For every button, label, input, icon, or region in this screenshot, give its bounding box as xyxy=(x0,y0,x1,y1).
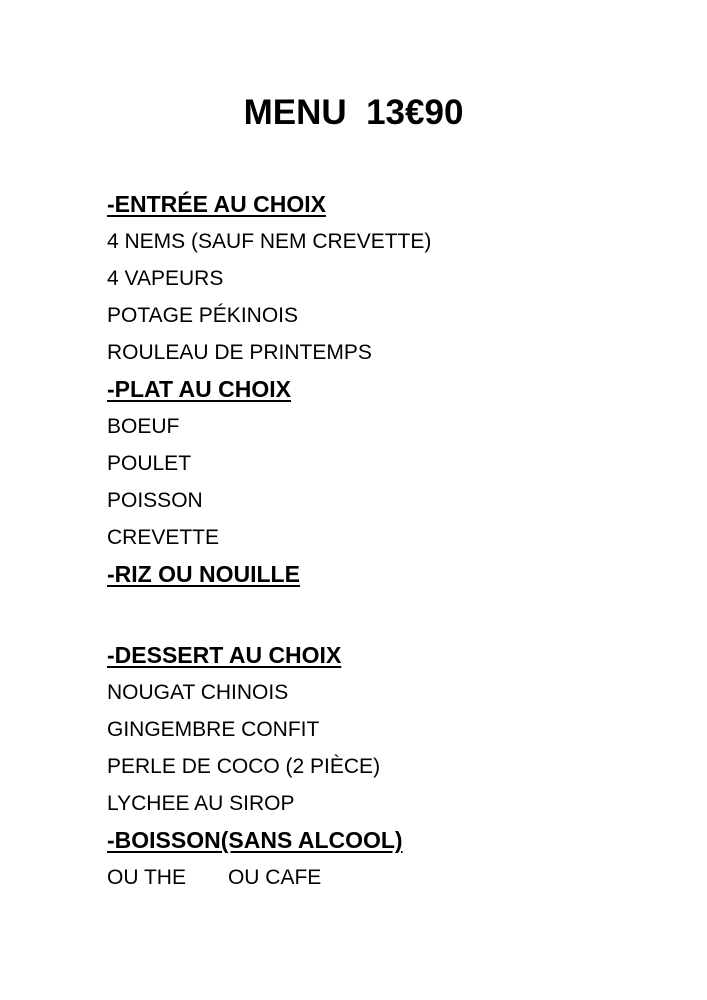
menu-item: PERLE DE COCO (2 PIÈCE) xyxy=(107,755,381,778)
drink-option-cafe: OU CAFE xyxy=(227,866,322,889)
menu-item: CREVETTE xyxy=(107,526,220,549)
menu-item: GINGEMBRE CONFIT xyxy=(107,718,320,741)
menu-item: POISSON xyxy=(107,489,203,512)
drink-options xyxy=(107,859,667,896)
menu-title: MENU 13€90 xyxy=(243,93,464,132)
section-heading-entree: -ENTRÉE AU CHOIX xyxy=(107,191,326,217)
blank-line xyxy=(107,593,667,637)
menu-item: 4 VAPEURS xyxy=(107,267,224,290)
section-heading-riz-nouille: -RIZ OU NOUILLE xyxy=(107,561,300,587)
section-heading-boisson: -BOISSON(SANS ALCOOL) xyxy=(107,827,403,853)
menu-item: LYCHEE AU SIROP xyxy=(107,792,295,815)
menu-item: POULET xyxy=(107,452,192,475)
menu-item: BOEUF xyxy=(107,415,180,438)
menu-item: POTAGE PÉKINOIS xyxy=(107,304,298,327)
section-heading-dessert: -DESSERT AU CHOIX xyxy=(107,642,342,668)
drink-option-the: OU THE xyxy=(107,866,186,889)
menu-item: ROULEAU DE PRINTEMPS xyxy=(107,341,372,364)
menu-content xyxy=(107,186,667,896)
section-heading-plat: -PLAT AU CHOIX xyxy=(107,376,291,402)
menu-item: 4 NEMS (SAUF NEM CREVETTE) xyxy=(107,230,432,253)
menu-item: NOUGAT CHINOIS xyxy=(107,681,289,704)
